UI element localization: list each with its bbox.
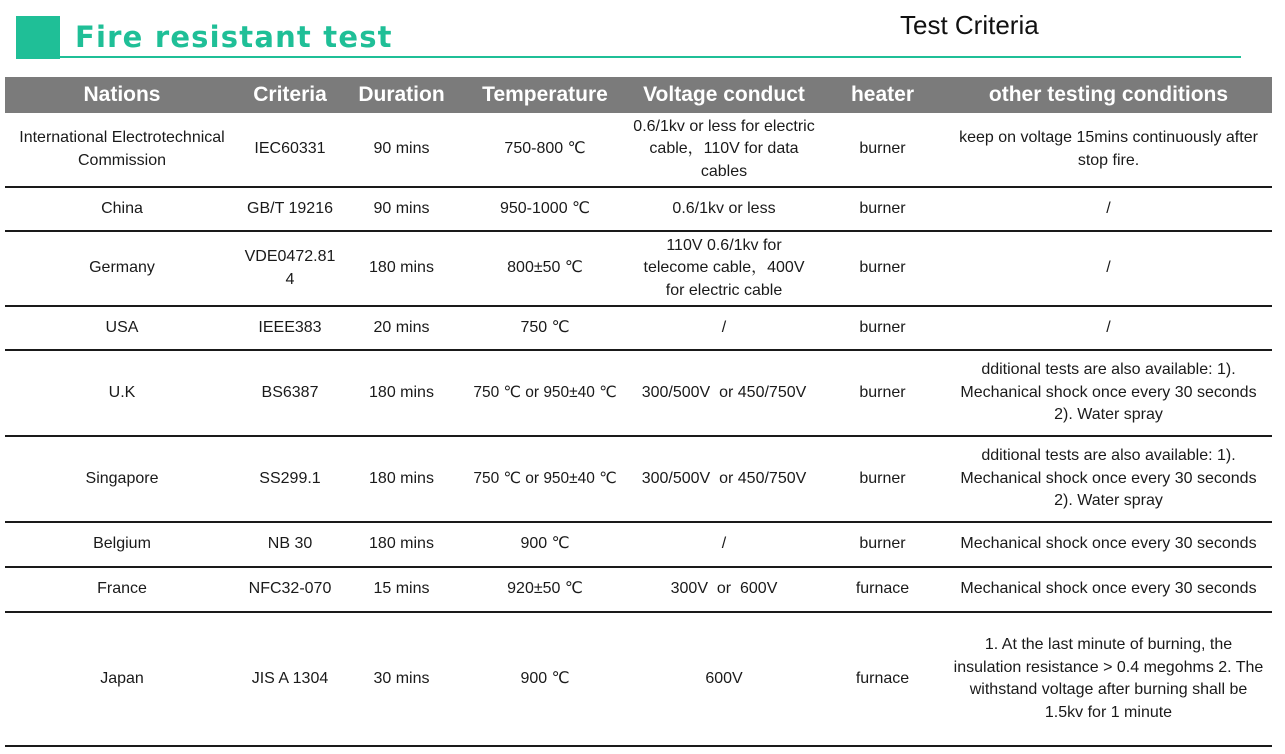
cell-voltage: 0.6/1kv or less for electric cable，110V for data cables [628, 113, 820, 187]
cell-other: dditional tests are also available: 1). Mechanical shock once every 30 seconds 2). Water spray [945, 350, 1272, 436]
table-row [5, 522, 1272, 567]
cell-nation: Japan [5, 612, 239, 746]
cell-heater: burner [820, 436, 945, 522]
cell-duration: 180 mins [341, 522, 462, 567]
cell-nation: China [5, 187, 239, 231]
cell-temperature: 800±50 ℃ [462, 231, 628, 306]
cell-duration: 15 mins [341, 567, 462, 612]
table-header-row [5, 77, 1272, 113]
cell-other: / [945, 306, 1272, 350]
cell-criteria: SS299.1 [239, 436, 341, 522]
title-underline [60, 56, 1241, 58]
cell-heater: burner [820, 187, 945, 231]
cell-voltage: 300/500V or 450/750V [628, 436, 820, 522]
cell-heater: burner [820, 113, 945, 187]
cell-criteria: BS6387 [239, 350, 341, 436]
cell-duration: 20 mins [341, 306, 462, 350]
cell-temperature: 750 ℃ or 950±40 ℃ [462, 350, 628, 436]
table-row [5, 567, 1272, 612]
cell-heater: furnace [820, 567, 945, 612]
page-subtitle: Test Criteria [900, 10, 1039, 40]
cell-nation: Singapore [5, 436, 239, 522]
cell-other: / [945, 187, 1272, 231]
cell-duration: 30 mins [341, 612, 462, 746]
table-row [5, 436, 1272, 522]
cell-temperature: 920±50 ℃ [462, 567, 628, 612]
cell-criteria: JIS A 1304 [239, 612, 341, 746]
test-criteria-table [5, 77, 1272, 747]
cell-temperature: 900 ℃ [462, 522, 628, 567]
cell-duration: 180 mins [341, 350, 462, 436]
cell-criteria: IEEE383 [239, 306, 341, 350]
cell-criteria: GB/T 19216 [239, 187, 341, 231]
cell-duration: 90 mins [341, 187, 462, 231]
cell-nation: U.K [5, 350, 239, 436]
table-row [5, 350, 1272, 436]
cell-other: 1. At the last minute of burning, the insulation resistance > 0.4 megohms 2. The withstand voltage after burning shall be 1.5kv for 1 minute [945, 612, 1272, 746]
cell-nation: USA [5, 306, 239, 350]
cell-nation: International Electrotechnical Commission [5, 113, 239, 187]
cell-nation: Germany [5, 231, 239, 306]
column-header-voltage: Voltage conduct [628, 77, 820, 113]
column-header-temperature: Temperature [462, 77, 628, 113]
column-header-other: other testing conditions [945, 77, 1272, 113]
cell-criteria: NFC32-070 [239, 567, 341, 612]
column-header-duration: Duration [341, 77, 462, 113]
cell-other: keep on voltage 15mins continuously after stop fire. [945, 113, 1272, 187]
page-title: Fire resistant test [75, 20, 393, 54]
table-row [5, 231, 1272, 306]
cell-heater: burner [820, 231, 945, 306]
cell-temperature: 900 ℃ [462, 612, 628, 746]
cell-temperature: 950-1000 ℃ [462, 187, 628, 231]
cell-heater: burner [820, 350, 945, 436]
cell-voltage: / [628, 306, 820, 350]
cell-duration: 180 mins [341, 436, 462, 522]
cell-temperature: 750 ℃ or 950±40 ℃ [462, 436, 628, 522]
table-row [5, 612, 1272, 746]
cell-heater: burner [820, 522, 945, 567]
cell-temperature: 750-800 ℃ [462, 113, 628, 187]
cell-temperature: 750 ℃ [462, 306, 628, 350]
cell-heater: burner [820, 306, 945, 350]
cell-criteria: VDE0472.814 [239, 231, 341, 306]
cell-other: / [945, 231, 1272, 306]
cell-other: Mechanical shock once every 30 seconds [945, 567, 1272, 612]
cell-voltage: 300V or 600V [628, 567, 820, 612]
cell-heater: furnace [820, 612, 945, 746]
column-header-heater: heater [820, 77, 945, 113]
cell-duration: 180 mins [341, 231, 462, 306]
cell-voltage: 110V 0.6/1kv for telecome cable，400V for electric cable [628, 231, 820, 306]
table-row [5, 306, 1272, 350]
cell-duration: 90 mins [341, 113, 462, 187]
cell-voltage: 600V [628, 612, 820, 746]
table-row [5, 187, 1272, 231]
column-header-criteria: Criteria [239, 77, 341, 113]
cell-criteria: NB 30 [239, 522, 341, 567]
cell-other: Mechanical shock once every 30 seconds [945, 522, 1272, 567]
cell-voltage: 300/500V or 450/750V [628, 350, 820, 436]
title-accent-block [16, 16, 60, 59]
cell-voltage: 0.6/1kv or less [628, 187, 820, 231]
column-header-nations: Nations [5, 77, 239, 113]
cell-other: dditional tests are also available: 1). Mechanical shock once every 30 seconds 2). Water spray [945, 436, 1272, 522]
cell-nation: Belgium [5, 522, 239, 567]
table-row [5, 113, 1272, 187]
cell-criteria: IEC60331 [239, 113, 341, 187]
cell-nation: France [5, 567, 239, 612]
cell-voltage: / [628, 522, 820, 567]
